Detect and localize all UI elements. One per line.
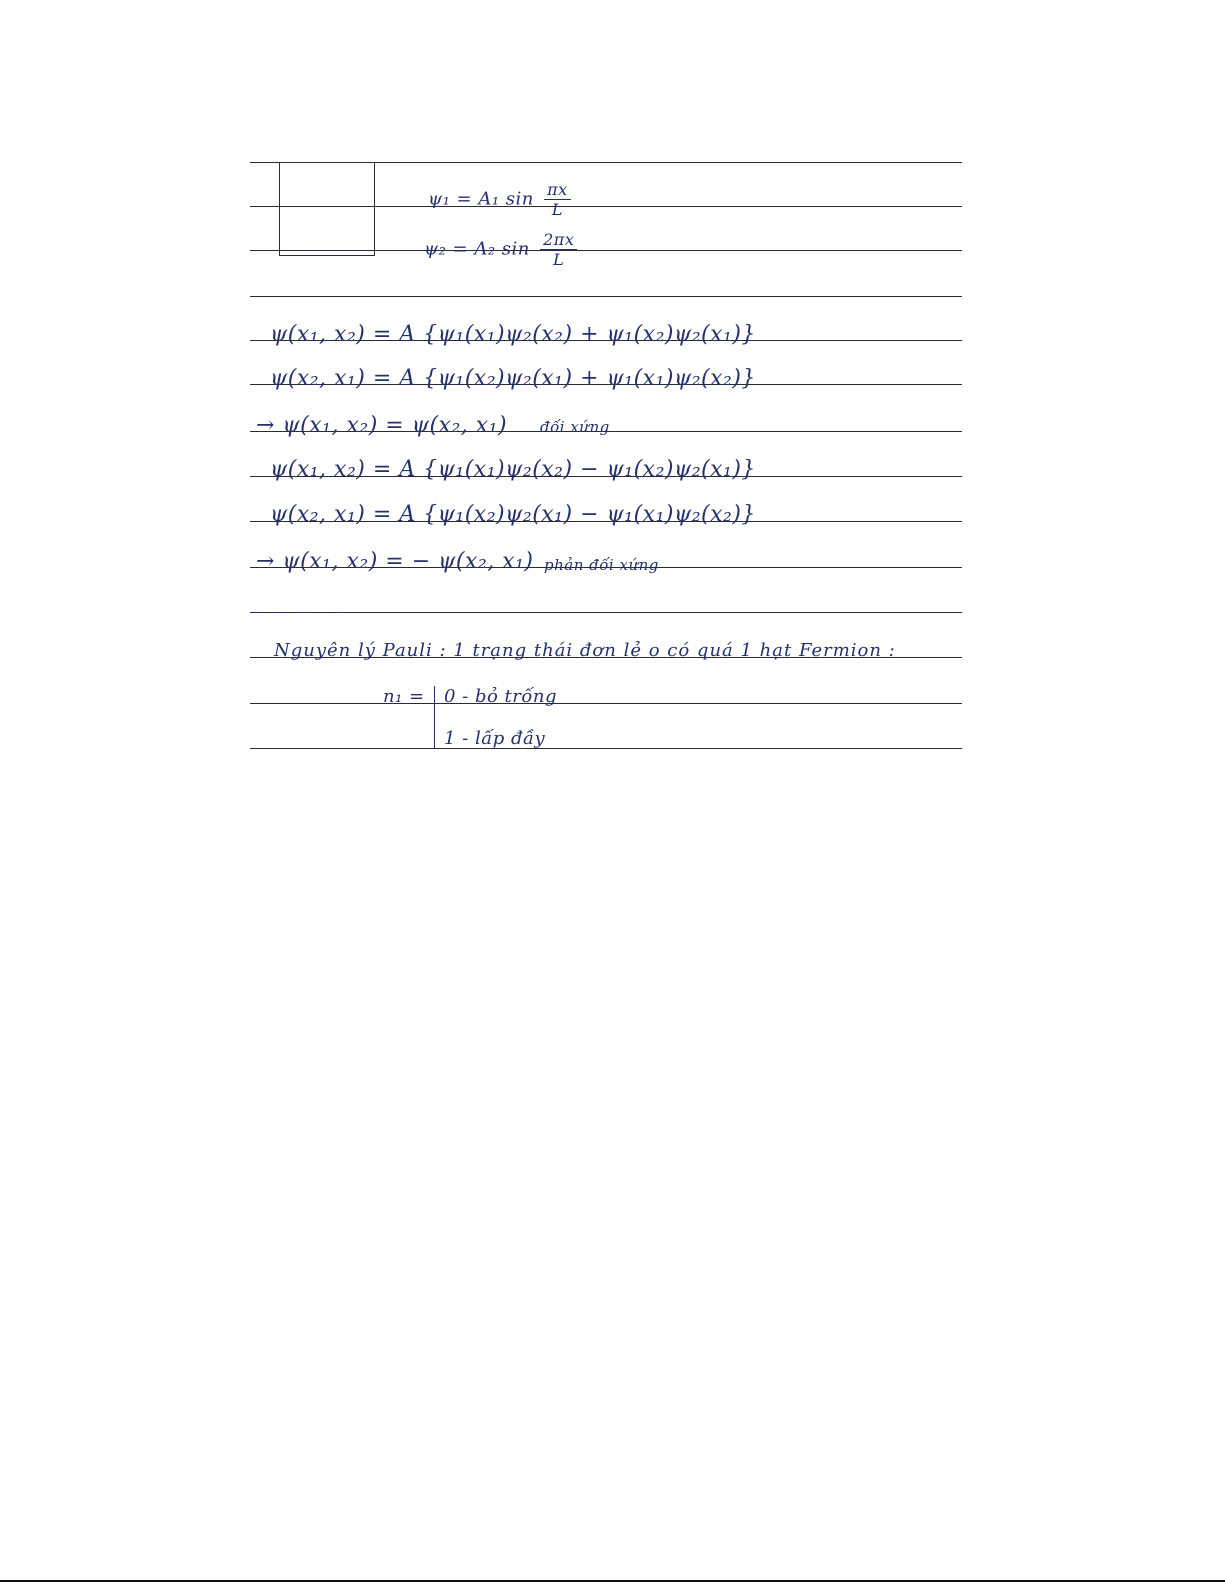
psi1-numerator: πx [544,180,571,200]
psi2-lhs: ψ₂ = A₂ sin [424,238,530,260]
separator-dash [334,612,344,613]
antisymmetric-eq-2: ψ(x₂, x₁) = A {ψ₁(x₂)ψ₂(x₁) − ψ₁(x₁)ψ₂(x₂)} [270,502,756,527]
symmetric-eq-1: ψ(x₁, x₂) = A {ψ₁(x₁)ψ₂(x₂) + ψ₁(x₂)ψ₂(x₁)} [270,322,756,347]
antisymmetric-eq-1: ψ(x₁, x₂) = A {ψ₁(x₁)ψ₂(x₂) − ψ₁(x₂)ψ₂(x₁)} [270,457,756,482]
separator-dash [250,612,260,613]
ruled-line [250,703,962,704]
psi2-numerator: 2πx [540,230,577,250]
potential-well-sketch [279,162,375,256]
psi2-denominator: L [553,250,565,269]
psi1-denominator: L [551,200,563,219]
ruled-line [250,296,962,297]
symmetric-label: đối xứng [540,418,610,436]
psi2-definition [424,230,577,269]
symmetric-eq-2: ψ(x₂, x₁) = A {ψ₁(x₂)ψ₂(x₁) + ψ₁(x₁)ψ₂(x₂)} [270,366,756,391]
pauli-statement: Nguyên lý Pauli : 1 trạng thái đơn lẻ o có quá 1 hạt Fermion : [274,640,896,661]
cases-bracket [434,686,435,748]
ruled-line [250,612,962,613]
separator-dash [272,612,284,613]
occupation-case-filled: 1 - lấp đầy [444,728,546,749]
psi1-fraction [544,180,571,219]
symmetric-conclusion: → ψ(x₁, x₂) = ψ(x₂, x₁) [256,413,508,438]
page-bottom-edge [0,1580,1225,1582]
psi1-lhs: ψ₁ = A₁ sin [428,188,534,210]
ruled-line [250,748,962,749]
separator-dash [298,612,310,613]
occupation-lhs: n₁ = [383,686,425,707]
psi2-fraction [540,230,577,269]
antisymmetric-label: phản đối xứng [544,556,659,574]
psi1-definition [428,180,571,219]
antisymmetric-conclusion: → ψ(x₁, x₂) = − ψ(x₂, x₁) [256,549,534,574]
occupation-case-empty: 0 - bỏ trống [444,686,558,707]
